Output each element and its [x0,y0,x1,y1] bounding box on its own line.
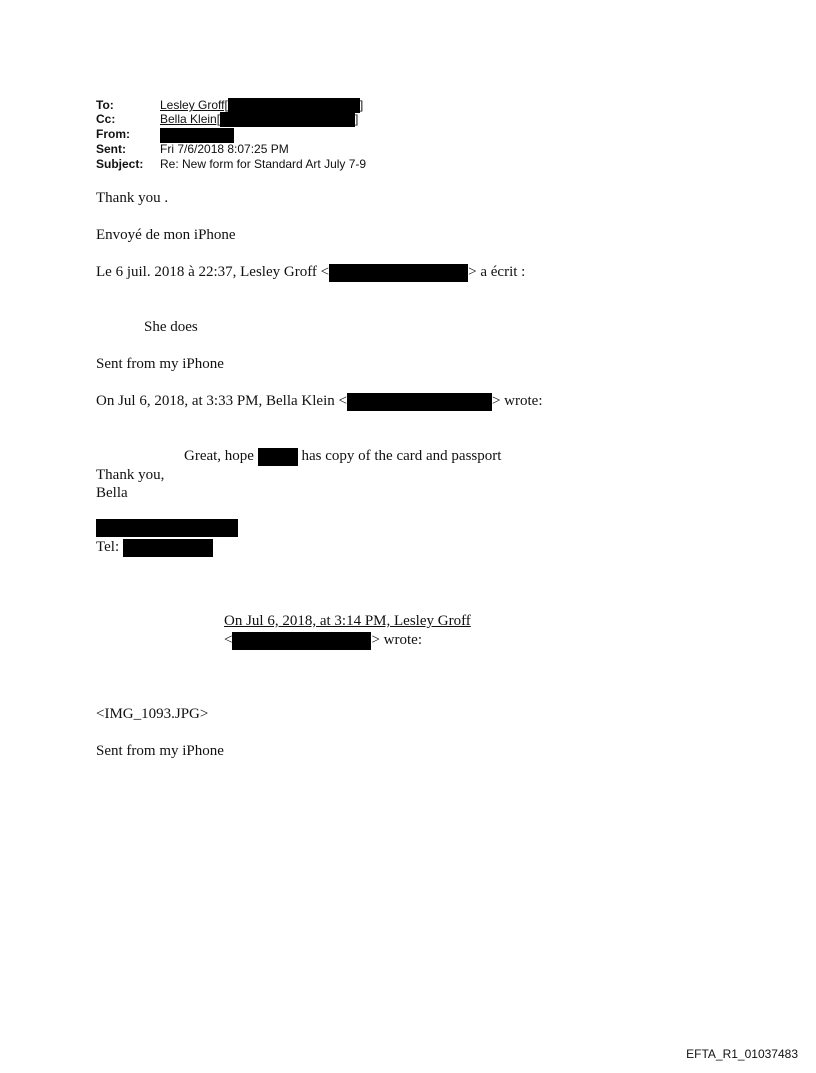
subject-label: Subject: [96,157,144,171]
quote-header-en-2-line2 [224,631,422,650]
redacted-signature-line [96,519,238,537]
cc-label: Cc: [96,112,116,126]
signature-en-2: Sent from my iPhone [96,743,224,759]
thanks-line: Thank you . [96,190,169,206]
quote-header-en-2-line1 [224,612,471,630]
thank-you-line: Thank you, [96,467,165,483]
to-label: To: [96,98,114,112]
subject-value: Re: New form for Standard Art July 7-9 [160,157,367,171]
signature-en-1: Sent from my iPhone [96,356,224,372]
bella-signature: Bella [96,485,128,501]
cc-recipient[interactable]: Bella Klein[ [160,112,221,126]
redaction-block [258,448,298,466]
quote-header-en-1-prefix: On Jul 6, 2018, at 3:33 PM, Bella Klein < [96,393,347,409]
redaction-block [232,632,371,650]
great-line [184,447,501,466]
tel-line [96,538,213,557]
redaction-block [123,539,213,557]
quote-header-en-2-prefix: < [224,632,233,648]
sent-value: Fri 7/6/2018 8:07:25 PM [160,142,289,156]
quote-header-en-1 [96,392,542,411]
quote-header-fr-suffix: > a écrit : [468,264,526,280]
from-label: From: [96,127,130,141]
to-recipient[interactable]: Lesley Groff[ [160,98,228,112]
attachment-name[interactable]: <IMG_1093.JPG> [96,706,209,722]
great-suffix: has copy of the card and passport [301,448,502,464]
quote-header-fr [96,263,525,282]
signature-fr: Envoyé de mon iPhone [96,227,236,243]
quote-header-fr-prefix: Le 6 juil. 2018 à 22:37, Lesley Groff < [96,264,330,280]
quote-header-en-2-text: On Jul 6, 2018, at 3:14 PM, Lesley Groff [224,613,471,629]
quote-header-en-1-suffix: > wrote: [491,393,543,409]
great-prefix: Great, hope [184,448,254,464]
sent-label: Sent: [96,142,126,156]
redaction-block [347,393,492,411]
redaction-block [220,112,355,127]
tel-label: Tel: [96,539,120,555]
redaction-block [96,519,238,537]
she-does-line: She does [144,319,198,335]
redaction-block [160,128,234,143]
cc-bracket: ] [355,112,359,126]
document-id: EFTA_R1_01037483 [686,1047,798,1061]
redaction-block [329,264,468,282]
quote-header-en-2-suffix: > wrote: [371,632,422,648]
to-bracket: ] [359,98,364,112]
